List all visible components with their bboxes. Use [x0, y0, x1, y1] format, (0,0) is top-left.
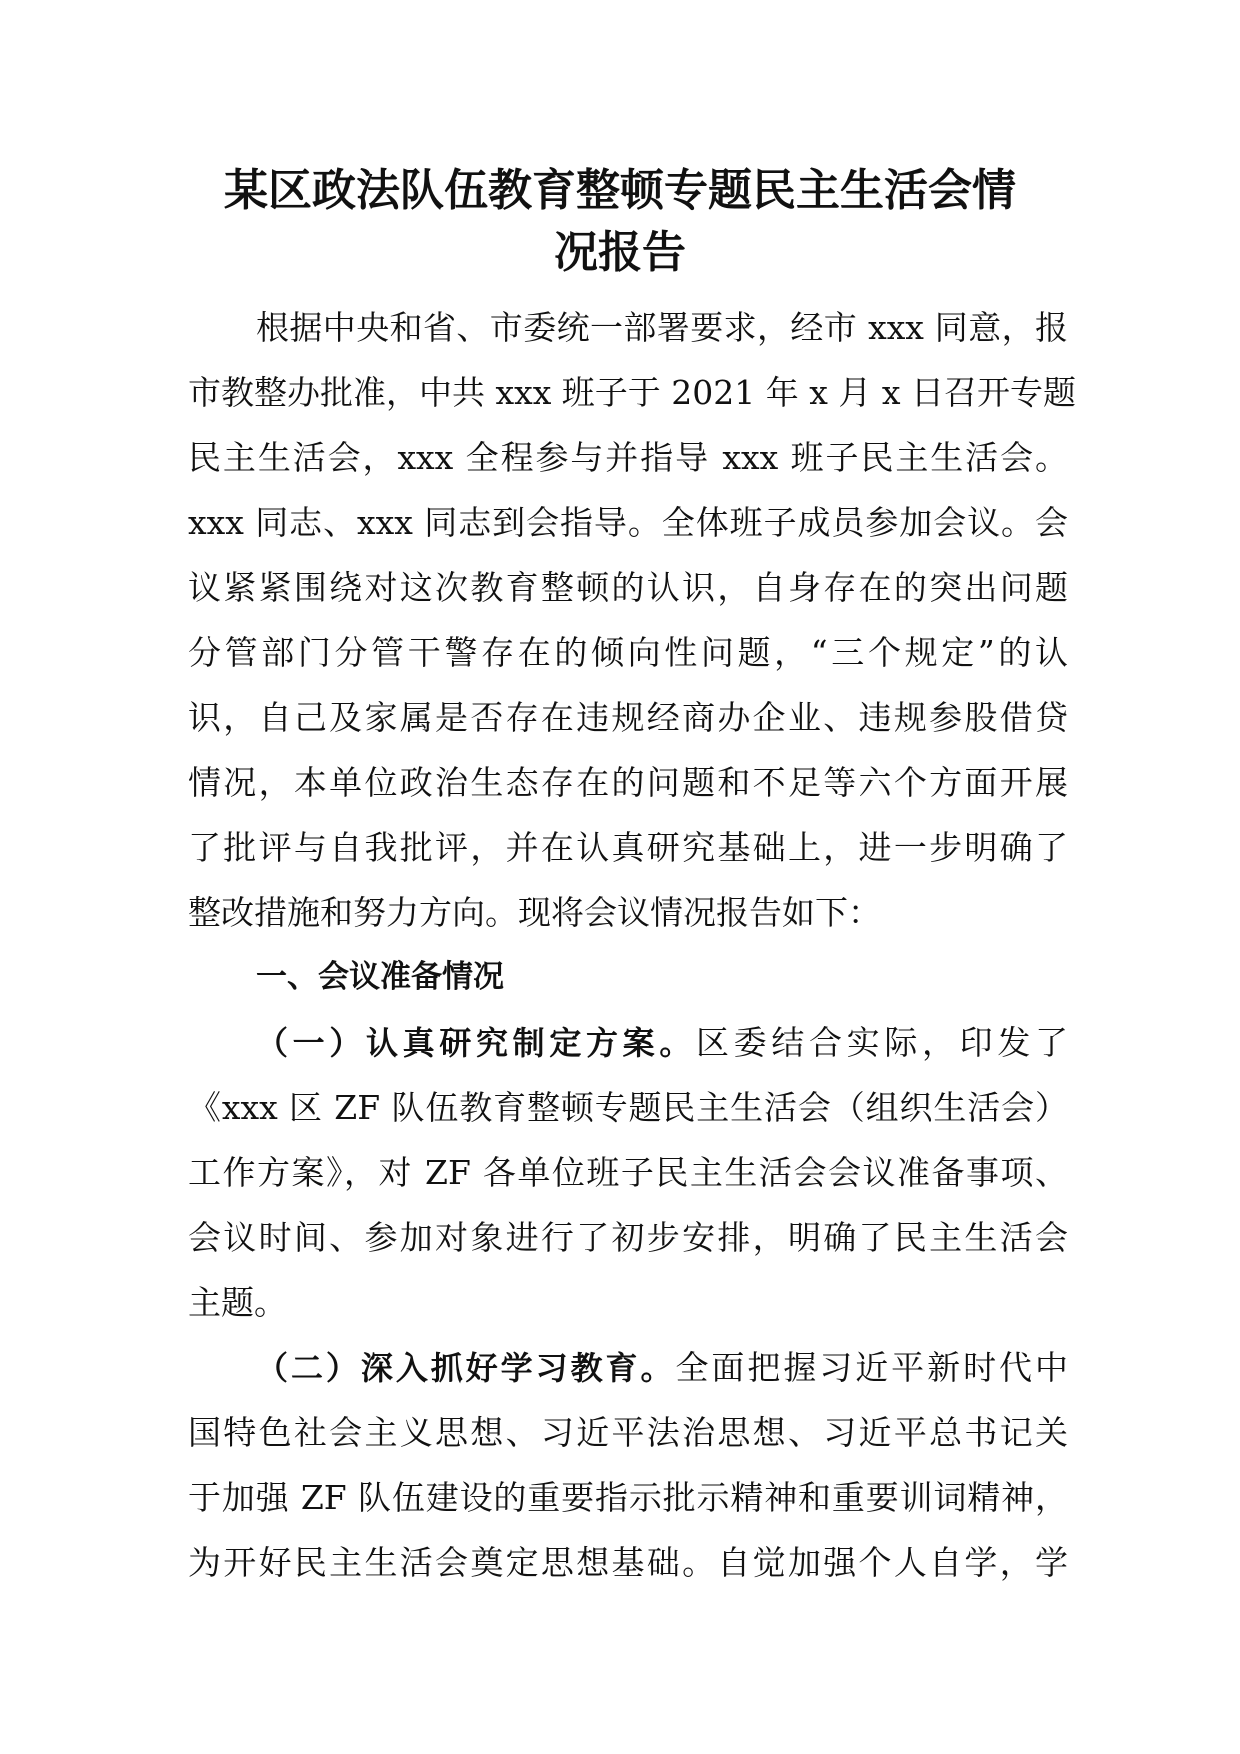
section-heading: 一、会议准备情况	[256, 959, 504, 995]
item-1-first-line	[188, 1010, 1068, 1075]
item-1-line: 会议时间、参加对象进行了初步安排，明确了民主生活会	[188, 1218, 1068, 1257]
item-1-line: 主题。	[188, 1283, 287, 1322]
item-2-rest: 全面把握习近平新时代中	[675, 1348, 1068, 1387]
item-1-line: 工作方案》，对 ZF 各单位班子民主生活会会议准备事项、	[188, 1153, 1068, 1192]
document-title	[150, 160, 1090, 284]
item-2-lead: （二）深入抓好学习教育。	[256, 1349, 676, 1387]
item-2-line: 于加强 ZF 队伍建设的重要指示批示精神和重要训词精神，	[188, 1478, 1068, 1517]
intro-line: 识，自己及家属是否存在违规经商办企业、违规参股借贷	[188, 698, 1068, 737]
document-body	[188, 295, 1076, 1595]
item-2-first-line	[188, 1335, 1068, 1400]
item-1-line: 《xxx 区 ZF 队伍教育整顿专题民主生活会（组织生活会）	[188, 1088, 1068, 1127]
intro-line: 整改措施和努力方向。现将会议情况报告如下：	[188, 893, 881, 932]
intro-line: xxx 同志、xxx 同志到会指导。全体班子成员参加会议。会	[188, 503, 1068, 542]
title-line-2: 况报告	[554, 227, 686, 278]
item-1-rest: 区委结合实际，印发了	[696, 1023, 1068, 1062]
intro-line: 了批评与自我批评，并在认真研究基础上，进一步明确了	[188, 828, 1068, 867]
intro-line: 民主生活会，xxx 全程参与并指导 xxx 班子民主生活会。	[188, 438, 1068, 477]
item-1-lead: （一）认真研究制定方案。	[256, 1024, 696, 1062]
title-line-1: 某区政法队伍教育整顿专题民主生活会情	[224, 165, 1016, 216]
intro-line: 根据中央和省、市委统一部署要求，经市 xxx 同意，报	[256, 308, 1068, 347]
intro-line: 分管部门分管干警存在的倾向性问题，“三个规定”的认	[188, 633, 1068, 672]
item-2-line: 为开好民主生活会奠定思想基础。自觉加强个人自学，学	[188, 1543, 1068, 1582]
intro-line: 情况，本单位政治生态存在的问题和不足等六个方面开展	[188, 763, 1068, 802]
intro-line: 议紧紧围绕对这次教育整顿的认识，自身存在的突出问题	[188, 568, 1068, 607]
intro-line: 市教整办批准，中共 xxx 班子于 2021 年 x 月 x 日召开专题	[188, 373, 1076, 412]
item-2-line: 国特色社会主义思想、习近平法治思想、习近平总书记关	[188, 1413, 1068, 1452]
